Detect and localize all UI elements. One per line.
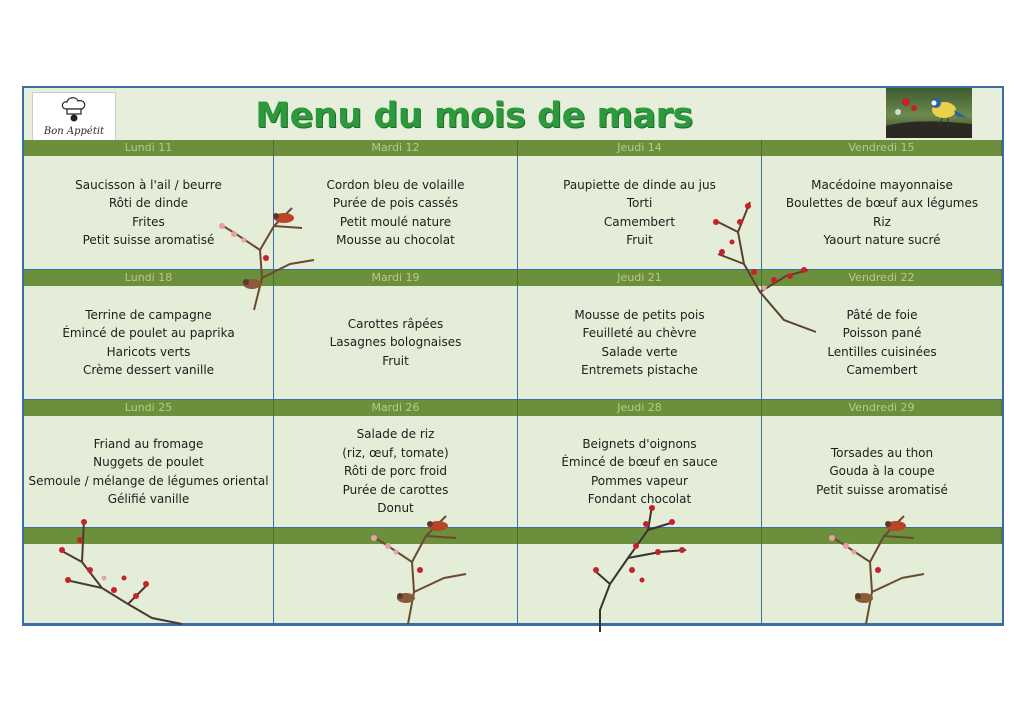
menu-item: Émincé de poulet au paprika — [62, 326, 235, 340]
logo — [32, 92, 116, 142]
menu-item: Paupiette de dinde au jus — [563, 177, 716, 192]
day-header: Lundi 25 — [24, 400, 274, 416]
menu-item: Lentilles cuisinées — [827, 344, 937, 359]
bird-photo-icon — [886, 88, 972, 138]
menu-item: Boulettes de bœuf aux légumes — [785, 196, 979, 210]
menu-item: Saucisson à l'ail / beurre — [75, 177, 222, 192]
day-header: Jeudi 14 — [518, 140, 762, 156]
menu-item: Fondant chocolat — [587, 492, 692, 506]
menu-item: Entremets pistache — [581, 363, 698, 377]
cherry-blossom-branch-icon — [824, 504, 934, 630]
menu-item: Donut — [377, 501, 414, 516]
decoration-cell — [518, 544, 762, 624]
day-header: Jeudi 21 — [518, 270, 762, 286]
menu-item: Riz — [873, 214, 891, 229]
decoration-cell — [274, 544, 518, 624]
cherry-blossom-branch-icon — [366, 504, 476, 630]
cherry-blossom-branch-icon — [52, 500, 192, 640]
day-header: Vendredi 29 — [762, 400, 1002, 416]
logo-text: Bon Appétit — [43, 126, 105, 137]
menu-item: Lasagnes bolognaises — [329, 335, 462, 350]
menu-item: Carottes râpées — [347, 316, 444, 331]
menu-item: Beignets d'oignons — [582, 436, 697, 451]
menu-item: Petit suisse aromatisé — [816, 482, 948, 497]
menu-item: Poisson pané — [842, 326, 922, 340]
menu-item: Camembert — [603, 214, 676, 229]
menu-item: Frites — [132, 214, 165, 229]
menu-cell — [24, 156, 274, 270]
day-header: Lundi 18 — [24, 270, 274, 286]
cherry-blossom-branch-icon — [214, 198, 324, 316]
menu-item: Semoule / mélange de légumes oriental — [28, 473, 269, 488]
menu-item: Fruit — [382, 353, 409, 368]
menu-item: Purée de carottes — [342, 482, 449, 497]
menu-item: Salade de riz — [356, 427, 435, 442]
title-bar — [24, 88, 1002, 140]
menu-item: Crème dessert vanille — [82, 363, 215, 377]
cherry-blossom-branch-icon — [588, 500, 698, 640]
day-header: Vendredi 15 — [762, 140, 1002, 156]
menu-item: Torsades au thon — [830, 445, 934, 460]
menu-item: Pommes vapeur — [591, 473, 688, 488]
menu-item: Yaourt nature sucré — [823, 233, 941, 247]
menu-item: Gélifié vanille — [107, 492, 190, 506]
menu-item: Rôti de dinde — [108, 196, 189, 210]
menu-cell — [518, 156, 762, 270]
menu-item: Haricots verts — [106, 344, 191, 359]
menu-item: Cordon bleu de volaille — [326, 177, 465, 192]
day-header: Vendredi 22 — [762, 270, 1002, 286]
menu-item: Purée de pois cassés — [332, 196, 459, 210]
menu-item: Friand au fromage — [93, 436, 204, 451]
menu-cell — [274, 416, 518, 528]
menu-item: Nuggets de poulet — [93, 455, 204, 469]
menu-item: Pâté de foie — [846, 307, 918, 322]
decoration-cell — [24, 544, 274, 624]
chef-hat-icon — [59, 97, 89, 123]
day-header: Jeudi 28 — [518, 400, 762, 416]
day-header: Mardi 26 — [274, 400, 518, 416]
menu-item: Petit moulé nature — [339, 214, 452, 229]
page-title: Menu du mois de mars — [255, 96, 693, 136]
menu-item: Petit suisse aromatisé — [82, 233, 215, 247]
menu-frame — [22, 86, 1004, 626]
decoration-cell — [762, 544, 1002, 624]
menu-item: Mousse au chocolat — [336, 233, 455, 247]
cherry-blossom-branch-icon — [704, 192, 820, 342]
menu-item: Terrine de campagne — [85, 307, 212, 322]
menu-item: Fruit — [626, 233, 653, 247]
menu-item: Feuilleté au chèvre — [582, 326, 697, 340]
menu-item: Rôti de porc froid — [343, 464, 448, 479]
menu-item: Torti — [626, 196, 653, 210]
menu-item: (riz, œuf, tomate) — [342, 445, 449, 460]
menu-grid — [24, 140, 1002, 624]
day-header: Mardi 19 — [274, 270, 518, 286]
menu-item: Salade verte — [601, 344, 678, 359]
day-header: Lundi 11 — [24, 140, 274, 156]
menu-item: Mousse de petits pois — [574, 307, 705, 322]
day-header: Mardi 12 — [274, 140, 518, 156]
menu-item: Émincé de bœuf en sauce — [561, 455, 718, 469]
menu-item: Camembert — [846, 363, 918, 377]
menu-item: Gouda à la coupe — [829, 464, 935, 479]
menu-item: Macédoine mayonnaise — [811, 177, 953, 192]
